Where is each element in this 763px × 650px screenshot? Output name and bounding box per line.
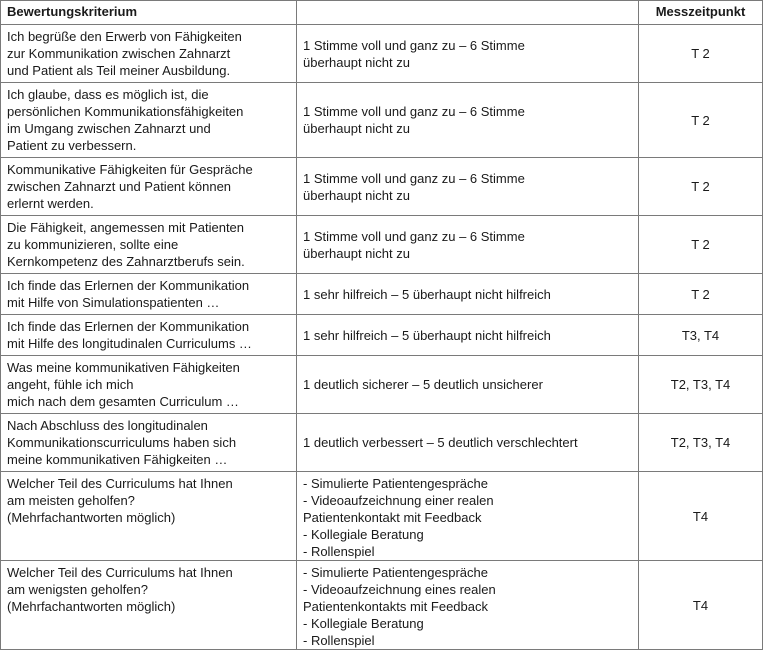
criterion-line: Welcher Teil des Curriculums hat Ihnen — [7, 565, 233, 580]
timepoint-cell: T3, T4 — [639, 315, 763, 356]
criterion-line: erlernt werden. — [7, 196, 94, 211]
criterion-line: zu kommunizieren, sollte eine — [7, 237, 179, 252]
scale-line: 1 Stimme voll und ganz zu – 6 Stimme — [303, 104, 525, 119]
criterion-line: zur Kommunikation zwischen Zahnarzt — [7, 46, 231, 61]
header-timepoint: Messzeitpunkt — [639, 1, 763, 25]
criterion-line: Ich begrüße den Erwerb von Fähigkeiten — [7, 29, 242, 44]
scale-line: 1 sehr hilfreich – 5 überhaupt nicht hilfreich — [303, 327, 551, 343]
criterion-cell — [1, 315, 297, 356]
criterion-line: Patient zu verbessern. — [7, 138, 137, 153]
criterion-line: Was meine kommunikativen Fähigkeiten — [7, 360, 240, 375]
criterion-line: angeht, fühle ich mich — [7, 377, 134, 392]
criterion-line: Welcher Teil des Curriculums hat Ihnen — [7, 476, 233, 491]
scale-cell — [297, 83, 639, 158]
scale-line: überhaupt nicht zu — [303, 245, 410, 261]
table-row — [1, 83, 763, 158]
scale-cell — [297, 216, 639, 274]
scale-cell — [297, 25, 639, 83]
timepoint-cell: T2, T3, T4 — [639, 414, 763, 472]
criterion-line: Nach Abschluss des longitudinalen — [7, 418, 208, 433]
scale-cell — [297, 315, 639, 356]
timepoint-cell: T 2 — [639, 25, 763, 83]
scale-line: 1 deutlich sicherer – 5 deutlich unsicherer — [303, 377, 543, 392]
scale-cell — [297, 158, 639, 216]
criterion-line: Kommunikative Fähigkeiten für Gespräche — [7, 162, 253, 177]
table-row — [1, 25, 763, 83]
timepoint-cell: T2, T3, T4 — [639, 356, 763, 414]
timepoint-cell: T 2 — [639, 274, 763, 315]
scale-line: - Simulierte Patientengespräche — [303, 565, 488, 580]
scale-cell — [297, 472, 639, 561]
criterion-cell — [1, 274, 297, 315]
criterion-line: Ich finde das Erlernen der Kommunikation — [7, 319, 250, 334]
header-row — [1, 1, 763, 25]
table-row — [1, 216, 763, 274]
scale-line: überhaupt nicht zu — [303, 187, 410, 203]
criterion-line: am wenigsten geholfen? — [7, 582, 148, 597]
scale-line: - Kollegiale Beratung — [303, 527, 424, 542]
criterion-line: mit Hilfe von Simulationspatienten … — [7, 295, 220, 310]
criterion-line: Kernkompetenz des Zahnarztberufs sein. — [7, 254, 245, 269]
scale-line: - Kollegiale Beratung — [303, 616, 424, 631]
scale-cell — [297, 356, 639, 414]
criterion-line: (Mehrfachantworten möglich) — [7, 599, 176, 614]
criterion-line: Ich glaube, dass es möglich ist, die — [7, 87, 209, 102]
timepoint-cell: T 2 — [639, 216, 763, 274]
scale-line: 1 Stimme voll und ganz zu – 6 Stimme — [303, 37, 525, 53]
table-row — [1, 274, 763, 315]
criterion-line: meine kommunikativen Fähigkeiten … — [7, 452, 228, 467]
header-criterion: Bewertungskriterium — [1, 1, 297, 25]
scale-line: überhaupt nicht zu — [303, 121, 410, 136]
timepoint-cell: T4 — [639, 472, 763, 561]
scale-line: - Simulierte Patientengespräche — [303, 476, 488, 491]
scale-line: 1 Stimme voll und ganz zu – 6 Stimme — [303, 170, 525, 186]
criterion-line: Kommunikationscurriculums haben sich — [7, 435, 237, 450]
scale-line: - Rollenspiel — [303, 633, 375, 648]
criterion-cell — [1, 561, 297, 650]
scale-line: 1 Stimme voll und ganz zu – 6 Stimme — [303, 228, 525, 244]
scale-line: Patientenkontakts mit Feedback — [303, 599, 488, 614]
timepoint-cell: T 2 — [639, 83, 763, 158]
criterion-cell — [1, 216, 297, 274]
scale-cell — [297, 414, 639, 472]
criterion-line: (Mehrfachantworten möglich) — [7, 510, 176, 525]
timepoint-cell: T 2 — [639, 158, 763, 216]
table-row — [1, 356, 763, 414]
table-row — [1, 561, 763, 650]
criterion-line: persönlichen Kommunikationsfähigkeiten — [7, 104, 244, 119]
criterion-line: mit Hilfe des longitudinalen Curriculums … — [7, 336, 252, 351]
table-row — [1, 158, 763, 216]
scale-line: 1 sehr hilfreich – 5 überhaupt nicht hilfreich — [303, 286, 551, 302]
criterion-line: Ich finde das Erlernen der Kommunikation — [7, 278, 250, 293]
criterion-line: Die Fähigkeit, angemessen mit Patienten — [7, 220, 245, 235]
criterion-line: am meisten geholfen? — [7, 493, 135, 508]
criterion-line: mich nach dem gesamten Curriculum … — [7, 394, 239, 409]
scale-line: überhaupt nicht zu — [303, 54, 410, 70]
scale-line: - Rollenspiel — [303, 544, 375, 559]
header-scale — [297, 1, 639, 25]
scale-cell — [297, 561, 639, 650]
scale-line: - Videoaufzeichnung einer realen — [303, 493, 494, 508]
table-row — [1, 414, 763, 472]
criterion-cell — [1, 472, 297, 561]
criterion-cell — [1, 25, 297, 83]
criterion-cell — [1, 414, 297, 472]
criterion-line: zwischen Zahnarzt und Patient können — [7, 179, 232, 194]
table-row — [1, 315, 763, 356]
scale-line: - Videoaufzeichnung eines realen — [303, 582, 496, 597]
criterion-line: und Patient als Teil meiner Ausbildung. — [7, 63, 231, 78]
scale-line: Patientenkontakt mit Feedback — [303, 510, 482, 525]
criterion-line: im Umgang zwischen Zahnarzt und — [7, 121, 211, 136]
criterion-cell — [1, 158, 297, 216]
criterion-cell — [1, 356, 297, 414]
criterion-cell — [1, 83, 297, 158]
timepoint-cell: T4 — [639, 561, 763, 650]
scale-line: 1 deutlich verbessert – 5 deutlich verschlechtert — [303, 435, 578, 450]
table-row — [1, 472, 763, 561]
scale-cell — [297, 274, 639, 315]
